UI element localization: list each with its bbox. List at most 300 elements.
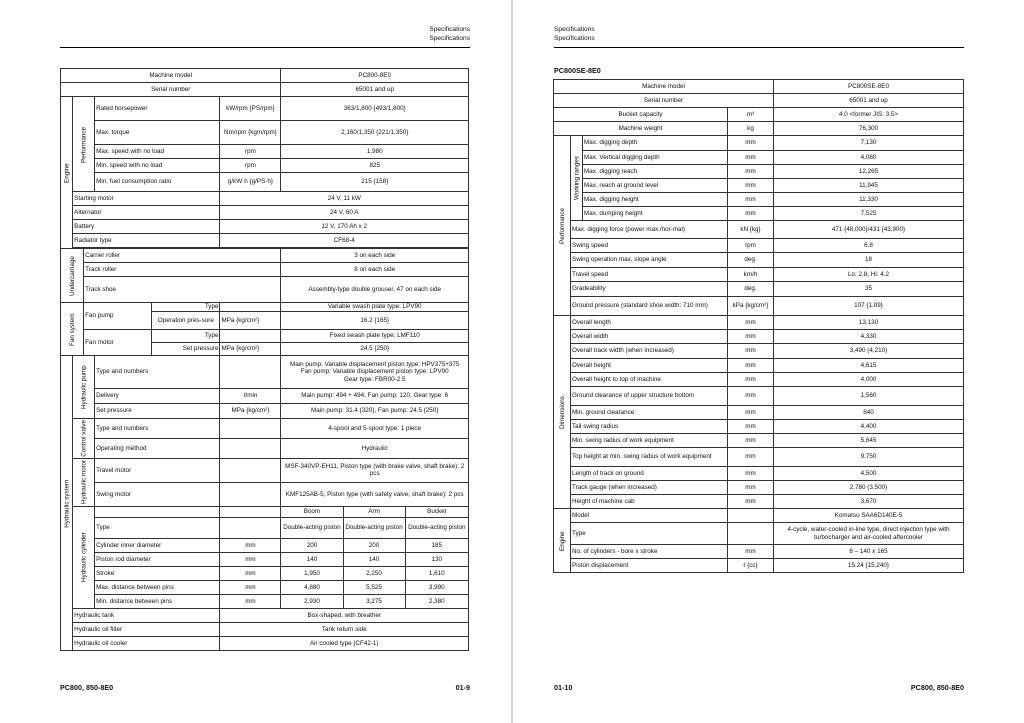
left-header-line1: Specifications [429,26,470,33]
r-perf-unit: kPa {kg/cm²} [728,297,774,316]
cv-op-value: Hydraulic [281,438,469,458]
r-perf-label: Travel speed [571,268,728,282]
row-travel-motor [61,458,469,482]
r-eng-value: 6 – 140 x 165 [774,545,964,559]
cyl-inner-arm: 200 [343,538,405,552]
r-perf-unit: deg. [728,253,774,268]
cyl-rod-label: Piston rod diameter [95,552,220,566]
row-rated-hp [61,97,469,121]
r-perf-unit: km/h [728,268,774,282]
r-machine-model-label: Machine model [554,80,774,94]
cyl-type-boom: Double-acting piston [281,517,343,538]
row-machine-model [61,69,469,83]
r-row-dim-2 [554,344,964,359]
r-group-working-ranges: Working ranges [571,136,583,221]
r-row-eng-2 [554,545,964,559]
pump-type-line3: Gear type: FBR00-2.5 [343,375,406,383]
r-eng-label: Piston displacement [571,559,728,573]
group-hydraulic-cylinder: Hydraulic cylinder [73,506,95,608]
r-row-perf-4 [554,282,964,297]
serial-value: 65001 and up [281,83,469,97]
row-filter [61,622,469,636]
row-tank [61,608,469,622]
pump-type-line1: Main pump: Variable displacement piston type: HPV375+375 [289,361,460,369]
radiator-value: CF68-4 [220,234,469,248]
cyl-type-unit [220,517,281,538]
left-footer-page: 01-9 [455,683,470,692]
left-header-line2: Specifications [429,35,470,42]
r-work-unit: mm [728,193,774,207]
cv-op-unit [220,438,281,458]
track-shoe-value: Assembly-type double grouser, 47 on each side [281,277,469,303]
cyl-stroke-label: Stroke [95,566,220,580]
r-work-label: Max. reach at ground level [583,179,728,193]
rated-hp-value: 363/1,800 {493/1,800} [281,97,469,121]
r-eng-label: Model [571,509,728,523]
row-cyl-min [61,594,469,608]
group-hydraulic-motor: Hydraulic motor [73,458,95,506]
fan-motor-set-unit: MPa {kg/cm²} [220,343,281,356]
right-header-line1: Specifications [554,26,595,33]
r-dim-value: 2,780 (3,500) [774,481,964,495]
right-spec-table [553,79,964,573]
r-row-perf-3 [554,268,964,282]
r-row-perf-1 [554,239,964,253]
r-eng-label: No. of cylinders - bore x stroke [571,545,728,559]
pump-delivery-label: Delivery [95,389,220,404]
min-fuel-value: 215 {158} [281,173,469,192]
r-perf-value: Lo: 2.8, Hi: 4.2 [774,268,964,282]
r-row-machine-model [554,80,964,94]
r-weight-label: Machine weight [554,122,728,136]
row-fan-pump-type [61,303,469,312]
r-perf-label: Swing operation max. slope angle [571,253,728,268]
pump-type-value [281,356,469,389]
r-row-dim-7 [554,420,964,434]
r-row-dim-8 [554,434,964,448]
row-starting-motor [61,192,469,206]
right-footer-model: PC800, 850-8E0 [910,683,964,692]
carrier-roller-label: Carrier roller [84,249,281,263]
cyl-max-arm: 5,525 [343,580,405,594]
group-control-valve: Control valve [73,419,95,459]
r-row-serial [554,94,964,108]
r-eng-unit: mm [728,545,774,559]
cyl-head-label [95,506,220,517]
row-carrier-roller [61,249,469,263]
cyl-type-label: Type [95,517,220,538]
track-roller-value: 8 on each side [281,263,469,277]
r-work-unit: mm [728,207,774,221]
cyl-min-boom: 2,930 [281,594,343,608]
row-cyl-max [61,580,469,594]
r-dim-label: Top height at min. swing radius of work equipment [571,448,728,467]
group-engine: Engine [61,97,73,249]
row-pump-delivery [61,389,469,404]
r-perf-unit: deg. [728,282,774,297]
r-eng-value: Komatsu SAA6D140E-5 [774,509,964,523]
row-cyl-type [61,517,469,538]
pump-set-value: Main pump: 31.4 {320}, Fan pump: 24.5 {250} [281,404,469,419]
starting-motor-value: 24 V, 11 kW [220,192,469,206]
travel-motor-label: Travel motor [95,458,220,482]
r-work-value: 7,130 [774,136,964,151]
row-max-torque [61,121,469,145]
filter-label: Hydraulic oil filter [73,622,220,636]
r-bucket-value: 4.0 <former JIS: 3.5> [774,108,964,122]
r-eng-value: 4-cycle, water-cooled in-line type, direct injection type with turbocharger and air-cooled aftercooler [774,523,964,545]
carrier-roller-value: 3 on each side [281,249,469,263]
cooler-label: Hydraulic oil cooler [73,636,220,650]
pump-set-unit: MPa {kg/cm²} [220,404,281,419]
r-dim-unit: mm [728,406,774,420]
r-dim-value: 4,000 [774,373,964,387]
cyl-rod-boom: 140 [281,552,343,566]
r-machine-model-value: PC800SE-8E0 [774,80,964,94]
r-perf-value: 18 [774,253,964,268]
r-dim-label: Overall width [571,330,728,344]
r-row-work-2 [554,165,964,179]
row-track-roller [61,263,469,277]
pump-delivery-value: Main pump: 494 + 494, Fan pump: 120, Gear type: 6 [281,389,469,404]
row-cv-type [61,419,469,439]
left-spec-table [60,68,469,651]
r-perf-label: Swing speed [571,239,728,253]
battery-value: 12 V, 170 Ah x 2 [220,220,469,234]
r-dim-value: 3,490 (4,210) [774,344,964,359]
right-page [513,0,1024,723]
r-work-unit: mm [728,136,774,151]
row-track-shoe [61,277,469,303]
battery-label: Battery [73,220,220,234]
r-dim-label: Min. swing radius of work equipment [571,434,728,448]
cyl-rod-arm: 140 [343,552,405,566]
r-work-label: Max. digging depth [583,136,728,151]
fan-pump-type-value: Variable swash plate type: LPV90 [281,303,469,312]
r-work-unit: mm [728,165,774,179]
r-dim-value: 1,560 [774,387,964,406]
r-row-dim-10 [554,467,964,481]
r-dim-value: 840 [774,406,964,420]
cyl-head-arm: Arm [343,506,405,517]
cyl-max-label: Max. distance between pins [95,580,220,594]
r-row-dim-3 [554,359,964,373]
fan-pump-label: Fan pump [84,303,152,330]
cyl-head-bucket: Bucket [405,506,468,517]
max-speed-label: Max. speed with no load [95,145,220,159]
radiator-label: Radiator type [73,234,220,248]
r-dim-unit: mm [728,495,774,509]
r-eng-unit: ℓ {cc} [728,559,774,573]
r-perf-label: Gradeability [571,282,728,297]
cyl-inner-label: Cylinder inner diameter [95,538,220,552]
r-dim-value: 9,750 [774,448,964,467]
right-footer-page: 01-10 [554,683,573,692]
r-dim-label: Tail swing radius [571,420,728,434]
max-torque-value: 2,160/1,350 {221/1,350} [281,121,469,145]
r-bucket-label: Bucket capacity [554,108,728,122]
alternator-label: Alternator [73,206,220,220]
r-dim-value: 4,500 [774,467,964,481]
left-page [0,0,511,723]
group-fan-system: Fan system [61,303,84,356]
r-row-perf-5 [554,297,964,316]
r-perf-label: Ground pressure (standard shoe width: 710 mm) [571,297,728,316]
r-work-label: Max. digging reach [583,165,728,179]
row-cooler [61,636,469,650]
track-shoe-label: Track shoe [84,277,281,303]
r-row-dim-5 [554,387,964,406]
r-dim-label: Overall track width (when increased) [571,344,728,359]
r-group-dimensions: Dimensions [554,316,571,509]
r-row-eng-0 [554,509,964,523]
r-dim-unit: mm [728,467,774,481]
r-eng-unit [728,509,774,523]
r-serial-label: Serial number [554,94,774,108]
r-row-dim-1 [554,330,964,344]
min-fuel-unit: g/kW·h {g/PS·h} [220,173,281,192]
rated-hp-unit: kW/rpm {PS/rpm} [220,97,281,121]
cyl-max-boom: 4,880 [281,580,343,594]
min-speed-label: Min. speed with no load [95,159,220,173]
row-swing-motor [61,482,469,506]
r-row-work-0 [554,136,964,151]
row-cyl-stroke [61,566,469,580]
r-row-perf-0 [554,221,964,239]
r-work-value: 7,525 [774,207,964,221]
cyl-inner-bucket: 185 [405,538,468,552]
r-dim-unit: mm [728,330,774,344]
fan-pump-op-unit: MPa {kg/cm²} [220,312,281,330]
r-work-value: 11,945 [774,179,964,193]
r-work-label: Max. digging height [583,193,728,207]
cv-type-unit [220,419,281,439]
cyl-type-arm: Double-acting piston [343,517,405,538]
cyl-max-unit: mm [220,580,281,594]
r-dim-label: Overall length [571,316,728,330]
travel-motor-value: MSF-340VP-EH11, Piston type (with brake valve, shaft brake): 2 pcs [281,458,469,482]
row-min-speed [61,159,469,173]
r-row-dim-9 [554,448,964,467]
swing-motor-value: KMF125AB-5, Piston type (with safety valve, shaft brake): 2 pcs [281,482,469,506]
min-fuel-label: Min. fuel consumption ratio [95,173,220,192]
r-row-weight [554,122,964,136]
row-max-speed [61,145,469,159]
row-radiator [61,234,469,248]
cyl-inner-boom: 200 [281,538,343,552]
r-dim-label: Ground clearance of upper structure bottom [571,387,728,406]
r-dim-unit: mm [728,359,774,373]
r-perf-value: 6.8 [774,239,964,253]
right-page-title: PC800SE-8E0 [554,66,601,75]
fan-motor-set-label: Set pressure [152,343,220,356]
row-pump-set [61,404,469,419]
r-eng-unit [728,523,774,545]
fan-motor-type-label: Type [152,330,220,343]
pump-type-unit [220,356,281,389]
row-alternator [61,206,469,220]
r-work-unit: mm [728,179,774,193]
starting-motor-label: Starting motor [73,192,220,206]
row-cv-op [61,438,469,458]
r-serial-value: 65001 and up [774,94,964,108]
r-row-bucket [554,108,964,122]
r-dim-value: 3,670 [774,495,964,509]
r-weight-value: 76,300 [774,122,964,136]
r-dim-label: Height of machine cab [571,495,728,509]
track-roller-label: Track roller [84,263,281,277]
r-dim-label: Track gauge (when increased) [571,481,728,495]
r-group-engine: Engine [554,509,571,573]
r-eng-value: 15.24 {15,240} [774,559,964,573]
r-row-dim-11 [554,481,964,495]
r-dim-value: 13,130 [774,316,964,330]
cyl-stroke-arm: 2,250 [343,566,405,580]
right-header [554,25,595,43]
tank-label: Hydraulic tank [73,608,220,622]
r-work-unit: mm [728,151,774,165]
row-serial [61,83,469,97]
cyl-rod-unit: mm [220,552,281,566]
min-speed-value: 825 [281,159,469,173]
r-group-performance: Performance [554,136,571,316]
r-bucket-unit: m³ [728,108,774,122]
r-weight-unit: kg [728,122,774,136]
r-dim-unit: mm [728,434,774,448]
group-performance: Performance [73,97,95,192]
left-header-rule [60,47,470,48]
r-dim-label: Overall height [571,359,728,373]
tank-value: Box-shaped, with breather [220,608,469,622]
cyl-max-bucket: 3,990 [405,580,468,594]
r-perf-value: 471 {48,000}/431 {43,900} [774,221,964,239]
r-work-value: 11,330 [774,193,964,207]
row-battery [61,220,469,234]
cv-op-label: Operating method [95,438,220,458]
r-eng-label: Type [571,523,728,545]
r-dim-unit: mm [728,373,774,387]
filter-value: Tank return side [220,622,469,636]
fan-motor-type-unit [220,330,281,343]
cv-type-label: Type and numbers [95,419,220,439]
r-dim-label: Length of track on ground [571,467,728,481]
r-dim-unit: mm [728,420,774,434]
cyl-head-boom: Boom [281,506,343,517]
left-footer-model: PC800, 850-8E0 [60,683,114,692]
max-torque-unit: Nm/rpm {kgm/rpm} [220,121,281,145]
cyl-min-arm: 3,275 [343,594,405,608]
fan-pump-op-value: 16.2 {165} [281,312,469,330]
group-undercarriage: Undercarriage [61,249,84,303]
machine-model-value: PC800-8E0 [281,69,469,83]
cyl-type-bucket: Double-acting piston [405,517,468,538]
fan-motor-set-value: 24.5 {250} [281,343,469,356]
pump-set-label: Set pressure [95,404,220,419]
r-work-label: Max. dumping height [583,207,728,221]
cyl-inner-unit: mm [220,538,281,552]
cyl-min-label: Min. distance between pins [95,594,220,608]
r-dim-label: Overall height to top of machine [571,373,728,387]
pump-type-label: Type and numbers [95,356,220,389]
r-row-dim-12 [554,495,964,509]
r-row-dim-0 [554,316,964,330]
cooler-value: Air cooled type (CF42-1) [220,636,469,650]
row-cyl-heads [61,506,469,517]
right-header-line2: Specifications [554,35,595,42]
r-perf-value: 35 [774,282,964,297]
r-perf-value: 107 {1.09} [774,297,964,316]
fan-pump-type-label: Type [152,303,220,312]
group-hydraulic-pump: Hydraulic pump [73,356,95,419]
r-row-work-3 [554,179,964,193]
r-dim-label: Min. ground clearance [571,406,728,420]
fan-pump-type-unit [220,303,281,312]
cyl-stroke-unit: mm [220,566,281,580]
row-cyl-rod [61,552,469,566]
r-work-label: Max. Vertical digging depth [583,151,728,165]
cyl-rod-bucket: 130 [405,552,468,566]
cyl-min-bucket: 2,380 [405,594,468,608]
r-dim-value: 4,615 [774,359,964,373]
fan-motor-label: Fan motor [84,330,152,356]
row-min-fuel [61,173,469,192]
r-row-eng-3 [554,559,964,573]
r-row-work-5 [554,207,964,221]
serial-label: Serial number [61,83,281,97]
max-speed-value: 1,980 [281,145,469,159]
r-dim-value: 4,330 [774,330,964,344]
r-dim-value: 4,400 [774,420,964,434]
left-header [429,25,470,43]
alternator-value: 24 V, 60 A [220,206,469,220]
r-row-work-1 [554,151,964,165]
cyl-head-unit [220,506,281,517]
r-row-eng-1 [554,523,964,545]
r-dim-unit: mm [728,316,774,330]
cyl-stroke-boom: 1,950 [281,566,343,580]
max-speed-unit: rpm [220,145,281,159]
rated-hp-label: Rated horsepower [95,97,220,121]
r-row-dim-4 [554,373,964,387]
r-row-perf-2 [554,253,964,268]
cyl-min-unit: mm [220,594,281,608]
r-perf-label: Max. digging force (power max./nor-mal) [571,221,728,239]
row-pump-type [61,356,469,389]
r-work-value: 4,080 [774,151,964,165]
r-dim-unit: mm [728,344,774,359]
max-torque-label: Max. torque [95,121,220,145]
row-cyl-inner [61,538,469,552]
r-row-work-4 [554,193,964,207]
fan-motor-type-value: Fixed swash plate type: LMF110 [281,330,469,343]
fan-pump-op-label: Operation pres-sure [152,312,220,330]
pump-delivery-unit: ℓ/min [220,389,281,404]
min-speed-unit: rpm [220,159,281,173]
group-hydraulic-system: Hydraulic system [61,356,73,651]
swing-motor-label: Swing motor [95,482,220,506]
pump-type-line2: Fan pump: Variable displacement piston type: LPV90 [300,368,449,376]
row-fan-motor-type [61,330,469,343]
r-perf-unit: rpm [728,239,774,253]
right-header-rule [554,47,964,48]
swing-motor-unit [220,482,281,506]
cyl-stroke-bucket: 1,610 [405,566,468,580]
r-dim-unit: mm [728,387,774,406]
machine-model-label: Machine model [61,69,281,83]
r-perf-unit: kN {kg} [728,221,774,239]
r-dim-value: 5,645 [774,434,964,448]
r-work-value: 12,265 [774,165,964,179]
